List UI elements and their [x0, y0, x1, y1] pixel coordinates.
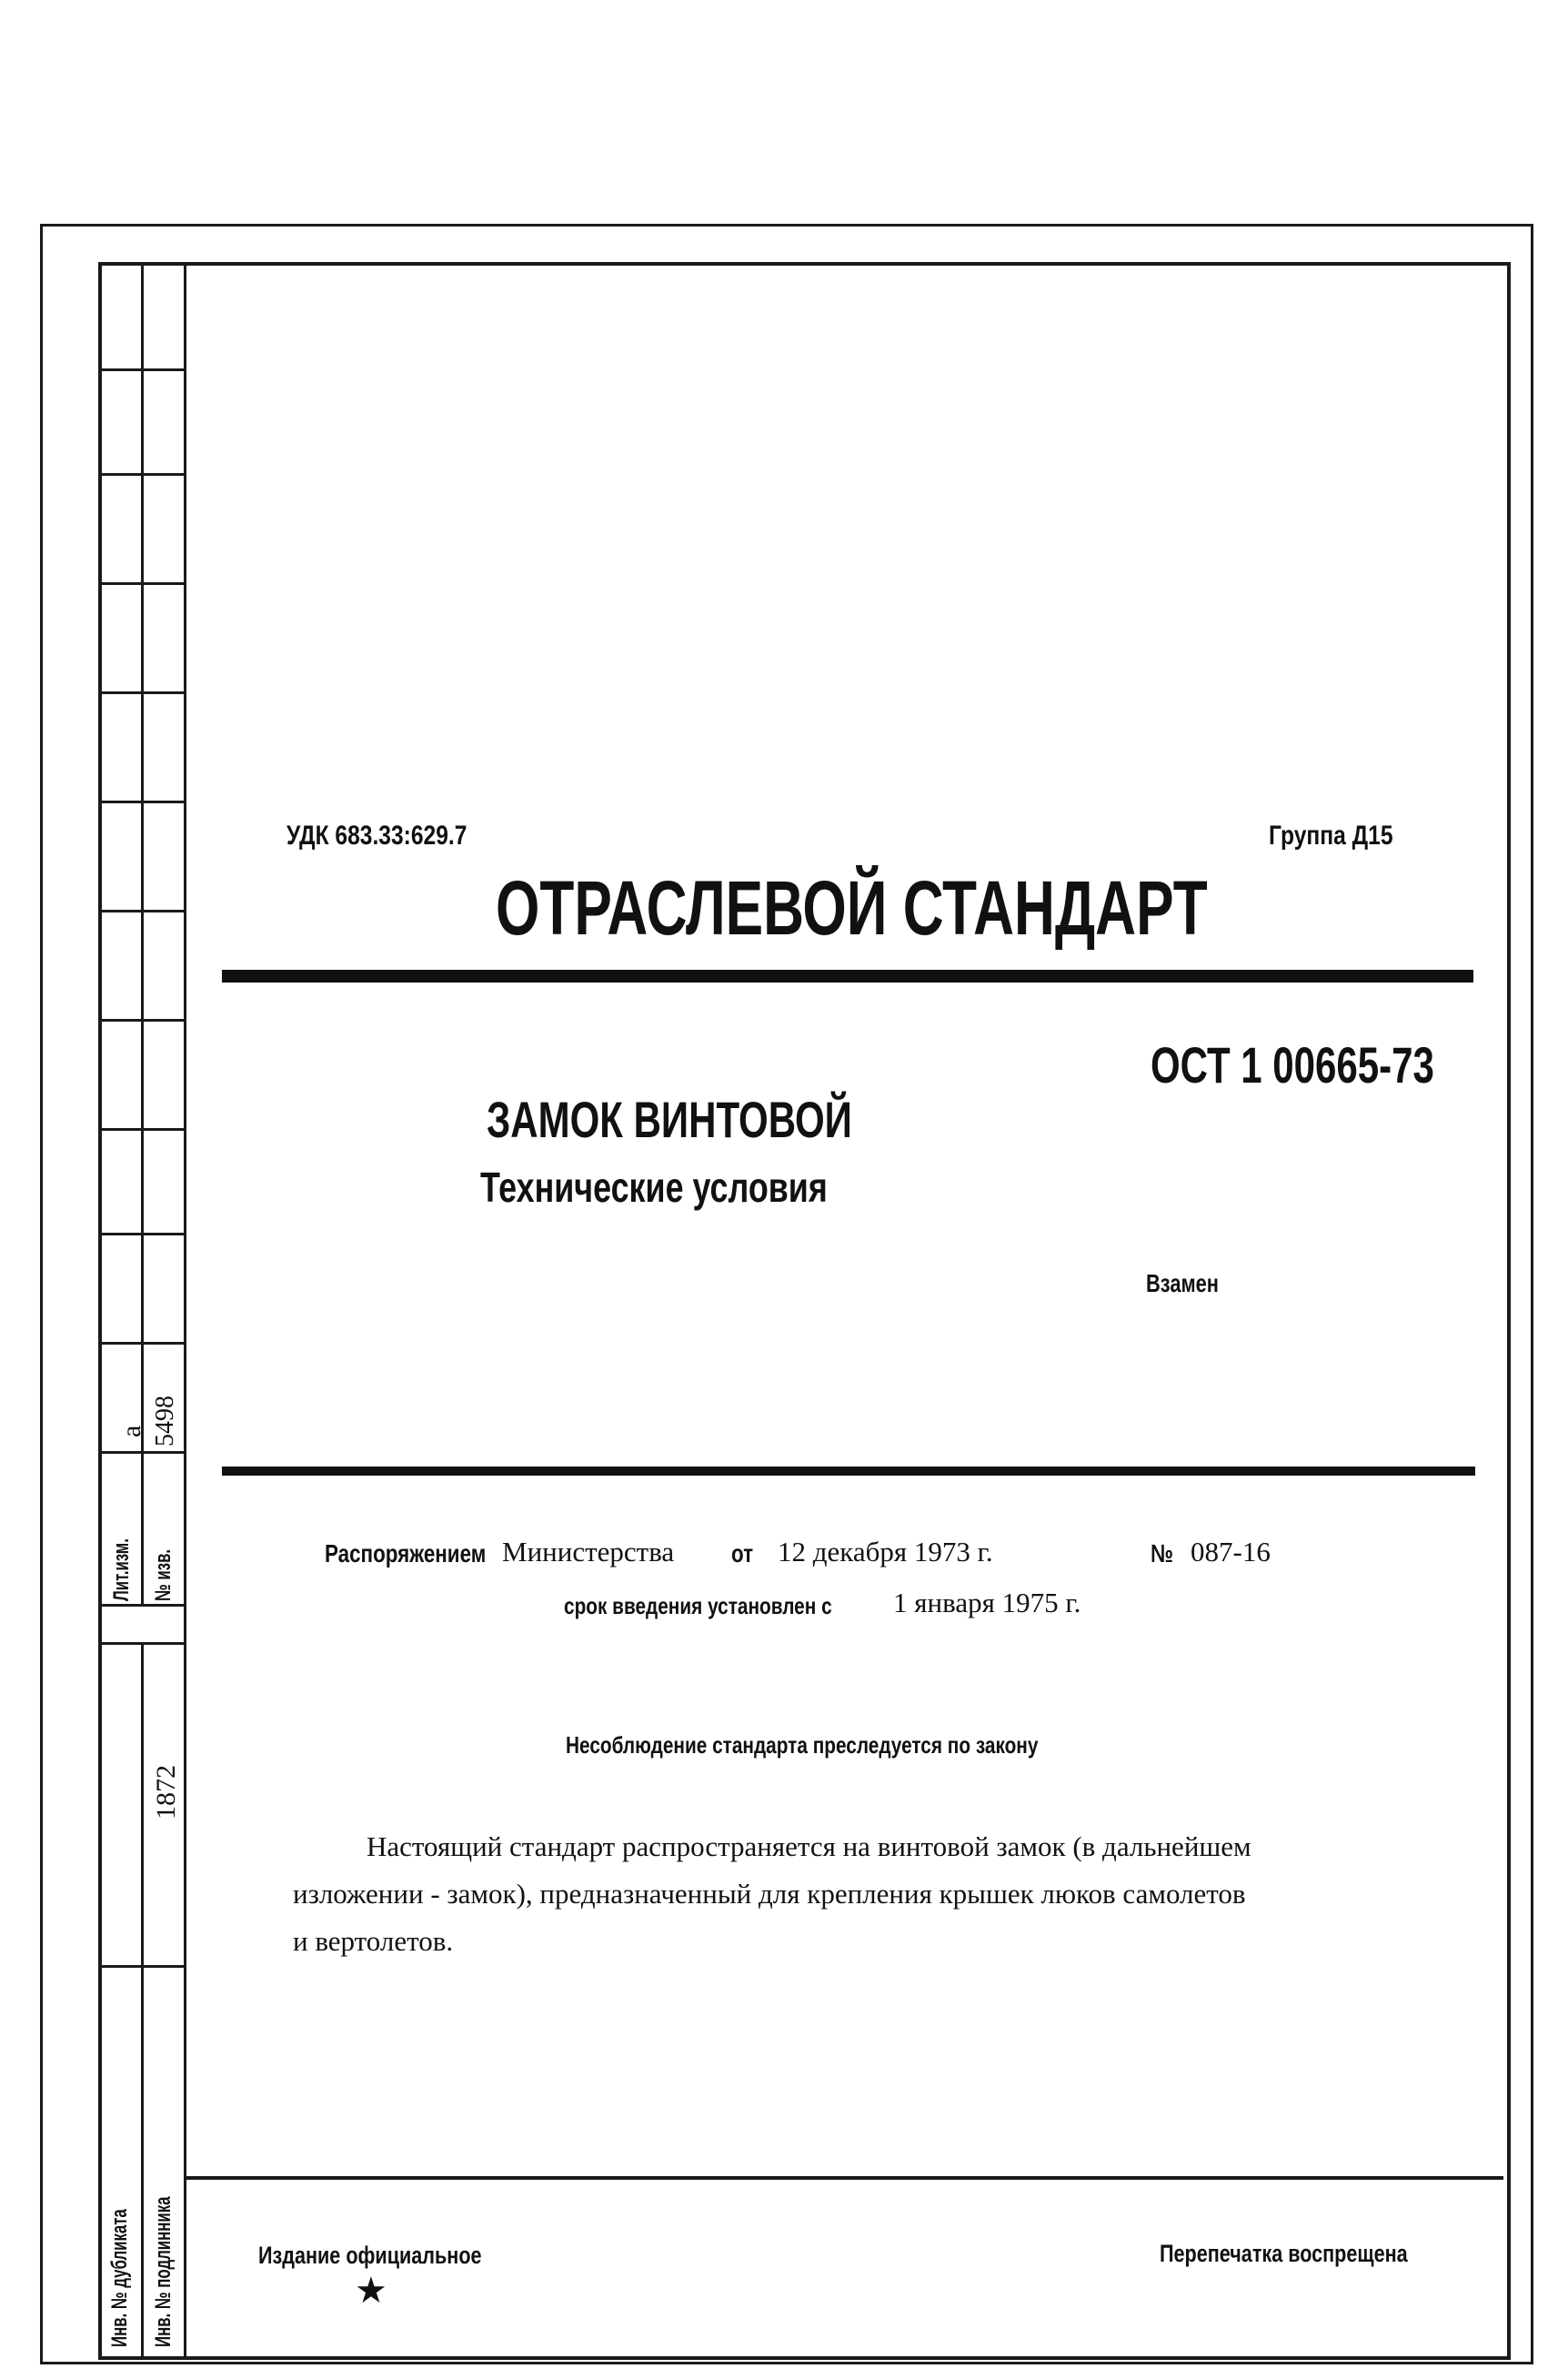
stamp-cell-line [98, 473, 184, 476]
order-date: 12 декабря 1973 г. [778, 1536, 993, 1568]
order-from: от [731, 1539, 754, 1568]
stamp-cell-line [98, 1965, 184, 1968]
stamp-lit-value: а [116, 1425, 146, 1437]
middle-rule [222, 1467, 1475, 1476]
stamp-lit-label: Лит.изм. [109, 1538, 134, 1601]
body-line-2: изложении - замок), предназначенный для крепления крышек люков самолетов [293, 1878, 1246, 1910]
stamp-cell-line [98, 1128, 184, 1131]
star-icon: ★ [355, 2270, 387, 2311]
stamp-cell-line [98, 1451, 184, 1454]
stamp-change-value: 5498 [151, 1396, 179, 1447]
stamp-cell-line [98, 1604, 184, 1607]
standard-name: ЗАМОК ВИНТОВОЙ [487, 1091, 852, 1148]
order-number: 087-16 [1191, 1536, 1271, 1568]
stamp-cell-line [98, 801, 184, 803]
stamp-right-border [184, 262, 186, 2356]
stamp-cell-line [98, 1342, 184, 1345]
udk-code: УДК 683.33:629.7 [286, 821, 467, 851]
page-title: ОТРАСЛЕВОЙ СТАНДАРТ [496, 865, 1208, 951]
stamp-duplicate-label: Инв. № дубликата [107, 2209, 132, 2347]
order-lead: Распоряжением [325, 1539, 487, 1568]
body-line-1: Настоящий стандарт распространяется на винтовой замок (в дальнейшем [367, 1830, 1251, 1862]
effective-date: 1 января 1975 г. [893, 1587, 1081, 1618]
order-body: Министерства [502, 1536, 675, 1568]
stamp-cell-line [98, 368, 184, 371]
order-number-label: № [1151, 1539, 1173, 1568]
effective-lead: срок введения установлен с [564, 1592, 832, 1619]
inner-frame [98, 262, 1511, 2360]
footer-rule [184, 2176, 1503, 2180]
replaces-label: Взамен [1146, 1269, 1219, 1297]
stamp-column-divider-lower [141, 1642, 144, 2356]
stamp-change-label: № изв. [151, 1548, 176, 1601]
top-rule [222, 970, 1473, 983]
reprint-label: Перепечатка воспрещена [1160, 2240, 1408, 2267]
stamp-cell-line [98, 1233, 184, 1235]
stamp-cell-line [98, 582, 184, 585]
stamp-column-divider [141, 262, 144, 1604]
body-line-3: и вертолетов. [293, 1925, 454, 1957]
stamp-cell-line [98, 691, 184, 694]
stamp-original-value: 1872 [151, 1765, 181, 1820]
standard-code: ОСТ 1 00665-73 [1151, 1036, 1434, 1094]
legal-notice: Несоблюдение стандарта преследуется по закону [566, 1731, 1039, 1759]
stamp-original-label: Инв. № подлинника [151, 2196, 176, 2347]
group-code: Группа Д15 [1269, 821, 1393, 851]
stamp-cell-line [98, 1019, 184, 1022]
stamp-cell-line [98, 910, 184, 912]
stamp-cell-line [98, 1642, 184, 1645]
standard-subtitle: Технические условия [480, 1164, 828, 1211]
edition-label: Издание официальное [258, 2242, 482, 2269]
